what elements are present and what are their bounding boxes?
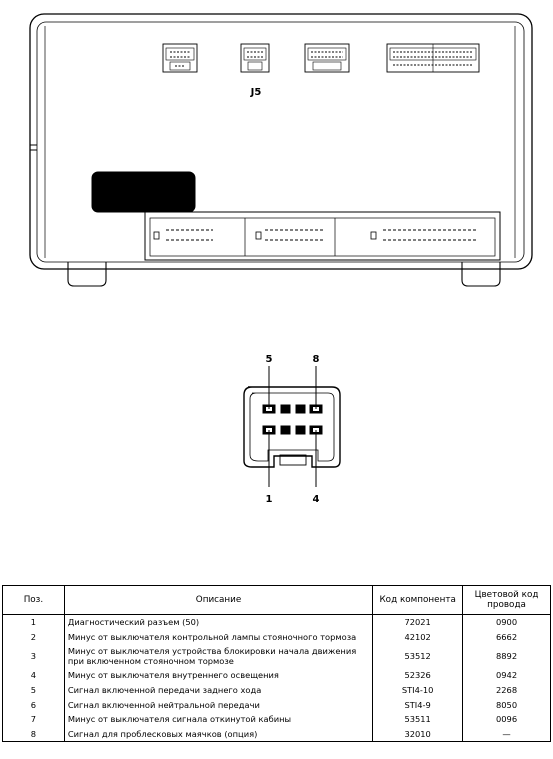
header-pos: Поз. bbox=[3, 586, 65, 615]
header-wire-color-code: Цветовой код провода bbox=[463, 586, 551, 615]
table-row bbox=[3, 712, 551, 727]
pin-assignment-table-wrap bbox=[2, 585, 551, 742]
cell-description: Минус от выключателя сигнала откинутой кабины bbox=[64, 712, 372, 727]
table-header-row bbox=[3, 586, 551, 615]
header-description: Описание bbox=[64, 586, 372, 615]
cell-pos: 5 bbox=[3, 683, 65, 698]
cell-pos: 4 bbox=[3, 668, 65, 683]
cell-component-code: 52326 bbox=[373, 668, 463, 683]
cell-wire-color-code: 2268 bbox=[463, 683, 551, 698]
cell-description: Сигнал включенной передачи заднего хода bbox=[64, 683, 372, 698]
top-connector-1 bbox=[163, 44, 197, 72]
table-row bbox=[3, 668, 551, 683]
pin-label-1: 1 bbox=[265, 494, 273, 505]
cell-component-code: STI4-9 bbox=[373, 697, 463, 712]
cell-description: Минус от выключателя устройства блокировки начала движения при включенном стояночном тормозе bbox=[64, 644, 372, 668]
cell-wire-color-code: — bbox=[463, 727, 551, 742]
bottom-connector-pins bbox=[154, 230, 478, 240]
cell-wire-color-code: 0900 bbox=[463, 615, 551, 630]
pin-assignment-table bbox=[2, 585, 551, 742]
j5-connector-detail bbox=[244, 366, 340, 487]
cell-description: Сигнал включенной нейтральной передачи bbox=[64, 697, 372, 712]
cell-pos: 2 bbox=[3, 630, 65, 645]
pin-label-8: 8 bbox=[312, 354, 320, 365]
cell-wire-color-code: 6662 bbox=[463, 630, 551, 645]
connector-label-j5: J5 bbox=[250, 87, 262, 98]
table-row bbox=[3, 615, 551, 630]
table-row bbox=[3, 644, 551, 668]
cell-pos: 7 bbox=[3, 712, 65, 727]
cell-component-code: 72021 bbox=[373, 615, 463, 630]
cell-pos: 8 bbox=[3, 727, 65, 742]
cell-description: Диагностический разъем (50) bbox=[64, 615, 372, 630]
cell-pos: 6 bbox=[3, 697, 65, 712]
control-unit-housing bbox=[30, 14, 532, 286]
cell-wire-color-code: 0096 bbox=[463, 712, 551, 727]
cell-description: Минус от выключателя контрольной лампы стояночного тормоза bbox=[64, 630, 372, 645]
table-row bbox=[3, 697, 551, 712]
top-connector-3 bbox=[305, 44, 349, 72]
cell-description: Сигнал для проблесковых маячков (опция) bbox=[64, 727, 372, 742]
top-connector-4 bbox=[387, 44, 479, 72]
cell-wire-color-code: 8892 bbox=[463, 644, 551, 668]
cell-component-code: 53511 bbox=[373, 712, 463, 727]
table-row bbox=[3, 727, 551, 742]
cell-pos: 3 bbox=[3, 644, 65, 668]
header-component-code: Код компонента bbox=[373, 586, 463, 615]
cell-wire-color-code: 0942 bbox=[463, 668, 551, 683]
cell-description: Минус от выключателя внутреннего освещения bbox=[64, 668, 372, 683]
cell-component-code: 53512 bbox=[373, 644, 463, 668]
cell-pos: 1 bbox=[3, 615, 65, 630]
cell-component-code: STI4-10 bbox=[373, 683, 463, 698]
table-row bbox=[3, 630, 551, 645]
cell-wire-color-code: 8050 bbox=[463, 697, 551, 712]
cell-component-code: 32010 bbox=[373, 727, 463, 742]
pin-label-5: 5 bbox=[265, 354, 273, 365]
table-row bbox=[3, 683, 551, 698]
top-connector-j5 bbox=[241, 44, 269, 72]
cell-component-code: 42102 bbox=[373, 630, 463, 645]
pin-label-4: 4 bbox=[312, 494, 320, 505]
